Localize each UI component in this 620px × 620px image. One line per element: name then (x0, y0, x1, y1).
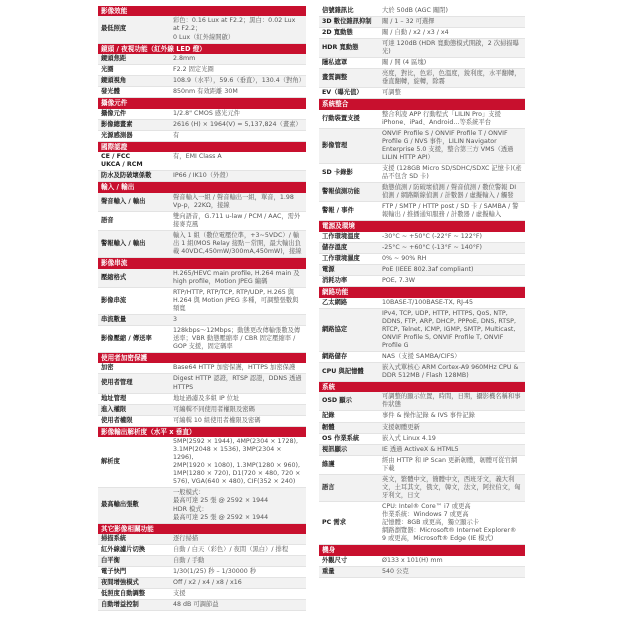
spec-value: 1/2.8" CMOS 感光元件 (173, 109, 241, 117)
spec-label: 防水及防破壞係數 (101, 172, 152, 180)
spec-label: 信號雜訊比 (322, 7, 354, 14)
spec-column-right (319, 6, 525, 578)
spec-row (319, 445, 525, 456)
spec-label: 電子快門 (101, 568, 127, 576)
spec-value: 支援 (128GB Micro SD/SDHC/SDXC 記憶卡)(產品不包含 SD 卡) (382, 165, 522, 181)
spec-value: 嵌入式單核心 ARM Cortex-A9 960MHz CPU & DDR 512MB / Flash 128MB) (382, 363, 519, 379)
spec-row (98, 288, 306, 315)
spec-row (98, 212, 306, 231)
spec-row (319, 17, 525, 28)
spec-row (98, 171, 306, 182)
spec-value: 1/30(1/25) 秒 – 1/30000 秒 (173, 568, 257, 576)
spec-label: SD 卡錄影 (322, 169, 353, 177)
spec-label: 3D 數位雜訊抑制 (322, 18, 372, 26)
spec-label: 乙太網路 (322, 298, 348, 306)
spec-row (98, 269, 306, 288)
spec-label: 聲音輸入 / 輸出 (101, 197, 146, 205)
spec-value: RTP/HTTP, RTP/TCP, RTP/UDP, H.265 與 H.264 與 Motion JPEG 多種，可調整張數與頻寬 (173, 288, 299, 312)
spec-value: 動態偵測 / 防破壞偵測 / 聲音偵測 / 數位警報 DI 偵測 / 網路斷線偵測 / 計數器 / 虛擬輸入 / 觸發 (382, 184, 517, 200)
spec-value: Off / x2 / x4 / x8 / x16 (173, 579, 242, 587)
spec-label: 影像壓縮 / 傳送率 (101, 334, 152, 342)
spec-label: HDR 寬動態 (322, 44, 359, 52)
spec-value: 聲音輸入一組 / 聲音輸出一組，單音，1.98 Vp-p，22KΩ，接線 (173, 193, 294, 209)
spec-label: 網路協定 (322, 325, 348, 333)
spec-label: 使用者權限 (101, 416, 133, 424)
spec-value: Base64 HTTP 加密保護，HTTPS 加密保護 (173, 364, 296, 372)
spec-row (98, 120, 306, 131)
spec-label: 工作環境濕度 (322, 254, 360, 262)
spec-value: Ø133 x 101(H) mm (382, 556, 443, 564)
spec-label: 使用者管理 (101, 379, 133, 387)
section-header: 其它影像相關功能 (98, 524, 306, 534)
spec-value: NAS（支援 SAMBA/CIFS） (382, 352, 461, 360)
spec-value: 雙向語音，G.711 u-law / PCM / AAC，需外接麥克風 (173, 212, 301, 228)
spec-row (98, 131, 306, 142)
spec-value: FTP / SMTP / HTTP post / SD 卡 / SAMBA / 警報輸出 / 推播通知服務 / 計數器 / 虛擬輸入 (382, 203, 519, 219)
spec-row (98, 193, 306, 212)
spec-label: 影像串流 (101, 296, 127, 304)
spec-value: 可調整的顯示位置，時間，日期，攝影機名稱和事件狀態 (382, 393, 521, 409)
spec-label: 語言 (322, 483, 335, 491)
spec-label: 記錄 (322, 412, 335, 420)
spec-row (98, 87, 306, 98)
spec-row (98, 109, 306, 120)
spec-label: 隱私遮罩 (322, 59, 348, 67)
spec-value: 可編輯不同使用者權限及密碼 (173, 405, 255, 413)
spec-value: 可調整 (382, 89, 401, 97)
spec-label: 紅外線濾片切換 (101, 546, 146, 554)
spec-label: 重量 (322, 567, 335, 575)
spec-value: IPv4, TCP, UDP, HTTP, HTTPS, QoS, NTP, DDNS, FTP, ARP, DHCP, PPPoE, DNS, RTSP, RTCP, Telnet, ICMP, IGMP, SMTP, Multicast, ONVIF Profile S, ONVIF Profile T, ONVIF Profile G (382, 309, 516, 349)
spec-value: 一般模式： 最高可達 25 張 @ 2592 × 1944 HDR 模式： 最高可達 25 張 @ 2592 × 1944 (173, 489, 269, 521)
spec-label: PC 需求 (322, 519, 347, 526)
spec-row (319, 392, 525, 411)
spec-row (319, 243, 525, 254)
spec-value: -25°C ~ +60°C (-13°F ~ 140°F) (382, 243, 482, 251)
spec-value: 逐行掃描 (173, 535, 199, 543)
spec-value: -30°C ~ +50°C (-22°F ~ 122°F) (382, 232, 482, 240)
spec-value: H.265/HEVC main profile, H.264 main 及 high profile，Motion JPEG 編碼 (173, 269, 300, 285)
spec-row (98, 315, 306, 326)
spec-label: 外觀尺寸 (322, 556, 348, 564)
spec-label: 加密 (101, 364, 114, 372)
spec-row (319, 276, 525, 287)
spec-label: 儲存溫度 (322, 243, 348, 251)
section-header: 影像串流 (98, 258, 306, 268)
spec-label: CPU 與記憶體 (322, 367, 364, 375)
spec-label: 語音 (101, 216, 114, 224)
spec-value: 2616 (H) × 1964(V) = 5,137,824（畫素） (173, 120, 302, 128)
spec-value: 關 / 自動 / x2 / x3 / x4 (382, 29, 449, 37)
spec-label: 低照度自動調整 (101, 590, 146, 598)
spec-label: 解析度 (101, 458, 120, 466)
spec-value: 關 / 1 – 32 可選擇 (382, 18, 435, 26)
section-header: 鏡頭 / 夜視功能（紅外線 LED 燈） (98, 44, 306, 54)
spec-label: 壓縮格式 (101, 273, 127, 281)
spec-value: Digest HTTP 認證，RTSP 認證，DDNS 透過 HTTPS (173, 375, 302, 391)
spec-label: 掃描系統 (101, 535, 127, 543)
spec-row (319, 352, 525, 363)
spec-row (98, 65, 306, 76)
spec-row (98, 545, 306, 556)
spec-label: 警報輸入 / 輸出 (101, 240, 146, 248)
spec-value: 支援 (173, 590, 186, 598)
spec-row (98, 567, 306, 578)
spec-value: 可編輯 10 組使用者權限及密碼 (173, 416, 261, 424)
spec-row (98, 416, 306, 427)
spec-value: 有 (173, 131, 180, 139)
spec-row (319, 39, 525, 58)
spec-value: IP66 / IK10（外殼） (173, 172, 232, 180)
spec-value: 經由 HTTP 和 IP Scan 更新韌體，韌體可從官網下載 (382, 456, 518, 472)
spec-row (319, 164, 525, 183)
spec-value: 關 / 開 (4 區塊) (382, 59, 427, 67)
spec-row (319, 423, 525, 434)
spec-label: 工作環境溫度 (322, 232, 360, 240)
spec-value: 5MP(2592 × 1944), 4MP(2304 × 1728), 3.1MP(2048 × 1536), 3MP(2304 × 1296), 2MP(1920 × 1080), 1.3MP(1280 × 960), 1MP(1280 × 720), D1(720 × 480, 720 × 576), VGA(640 × 480), CIF(352 × 240) (173, 438, 301, 486)
spec-row (319, 556, 525, 567)
spec-value: PoE (IEEE 802.3af compliant) (382, 266, 474, 273)
spec-label: 自動增益控制 (101, 601, 139, 609)
spec-value: CPU: Intel® Core™ i7 或更高 作業系統：Windows 7 或更高 記憶體：8GB 或更高，獨立顯示卡 網路瀏覽器：Microsoft® Internet Explorer® 9 或更高，Microsoft® Edge (IE 模式) (382, 502, 517, 543)
spec-row (98, 54, 306, 65)
spec-row (319, 265, 525, 276)
spec-label: 地址管理 (101, 394, 127, 402)
spec-label: 進入權限 (101, 405, 127, 413)
spec-value: 108.9（水平），59.6（垂直），130.4（對角） (173, 77, 305, 85)
spec-row (98, 363, 306, 374)
spec-value: 亮度，對比，色彩，色溫度，銳利度，水平翻轉，垂直翻轉，旋轉，除霧 (382, 70, 521, 86)
spec-row (319, 434, 525, 445)
section-header: 國際認證 (98, 142, 306, 152)
spec-label: 警報偵測功能 (322, 188, 360, 196)
spec-label: 最高輸出張數 (101, 501, 139, 509)
spec-row (98, 437, 306, 488)
spec-row (98, 152, 306, 171)
spec-label: 鏡頭視角 (101, 77, 127, 85)
spec-value: 自動 / 手動 (173, 557, 205, 565)
spec-row (98, 534, 306, 545)
section-header: 使用者加密保護 (98, 353, 306, 363)
spec-label: 維護 (322, 460, 335, 468)
spec-value: 輸入 1 組（數位電壓位準，+3~5VDC）/ 輸出 1 組(MOS Relay 接點－常開，最大輸出負載 40VDC,450mW/300mA,450mW)，接線 (173, 231, 302, 256)
spec-value: 128kbps～12Mbps；動態更改傳輸張數及傳送率；VBR 動態壓縮率 / CBR 固定壓縮率 / GOP 支援，固定碼率 (173, 326, 301, 350)
spec-row (98, 600, 306, 611)
spec-label: 韌體 (322, 423, 335, 431)
spec-row (319, 232, 525, 243)
spec-row (98, 16, 306, 43)
spec-row (98, 394, 306, 405)
spec-value: 3 (173, 315, 178, 323)
spec-row (319, 411, 525, 422)
spec-value: 嵌入式 Linux 4.19 (382, 434, 436, 442)
spec-label: 電源 (322, 266, 335, 273)
spec-row (98, 589, 306, 600)
spec-value: 有，EMI Class A (173, 153, 222, 161)
spec-value: ONVIF Profile S / ONVIF Profile T / ONVIF Profile G / NVS 事件，LILIN Navigator Enterprise 5.0 支援，整合第三方 VMS（透過 LILIN HTTP API） (382, 129, 514, 162)
spec-label: 攝像元件 (101, 109, 127, 117)
spec-row (98, 488, 306, 523)
spec-row (319, 502, 525, 545)
spec-value: 可達 120dB (HDR 寬動態模式開啟，2 次掃描曝光) (382, 40, 519, 56)
spec-value: 540 公克 (382, 567, 409, 575)
spec-value: POE, 7.3W (382, 277, 415, 285)
spec-row (98, 556, 306, 567)
spec-label: 消耗功率 (322, 277, 348, 285)
spec-row (98, 374, 306, 393)
spec-label: 光源感測器 (101, 131, 133, 139)
spec-label: 夜間增強模式 (101, 579, 139, 587)
spec-value: 英文，繁體中文，簡體中文，西班牙文，義大利文，土耳其文，俄文，韓文，法文，阿拉伯文，匈牙利文，日文 (382, 475, 521, 499)
spec-value: 850nm 有效距離 30M (173, 88, 238, 96)
spec-value: 10BASE-T/100BASE-TX, RJ-45 (382, 298, 474, 306)
spec-label: 影像管理 (322, 142, 348, 150)
spec-value: 自動 / 白天（彩色）/ 夜間（黑白）/ 排程 (173, 546, 289, 554)
spec-row (319, 129, 525, 164)
spec-value: 彩色：0.16 Lux at F2.2；黑白：0.02 Lux at F2.2； 0 Lux（紅外線開啟） (173, 17, 296, 41)
section-header: 系統 (319, 382, 525, 392)
spec-row (319, 202, 525, 221)
spec-label: 影像總畫素 (101, 120, 133, 128)
spec-row (319, 309, 525, 352)
spec-row (98, 326, 306, 353)
spec-label: 警報 / 事件 (322, 207, 354, 215)
spec-label: OSD 顯示 (322, 397, 352, 405)
section-header: 電源及環境 (319, 221, 525, 231)
spec-value: 事件 & 操作記錄 & IVS 事件記錄 (382, 412, 475, 420)
section-header: 系統整合 (319, 99, 525, 109)
spec-row (319, 254, 525, 265)
spec-label: 畫質調整 (322, 74, 348, 82)
spec-row (319, 567, 525, 578)
spec-value: 0% ~ 90% RH (382, 254, 427, 262)
spec-row (319, 88, 525, 99)
spec-row (98, 231, 306, 258)
spec-label: 最低照度 (101, 25, 127, 33)
spec-row (319, 69, 525, 88)
section-header: 輸入 / 輸出 (98, 182, 306, 192)
spec-row (319, 6, 525, 17)
spec-row (319, 456, 525, 475)
spec-value: 48 dB 可調節益 (173, 601, 219, 609)
spec-label: 光圈 (101, 66, 114, 74)
section-header: 攝像元件 (98, 98, 306, 108)
spec-row (319, 363, 525, 382)
spec-row (319, 58, 525, 69)
spec-label: OS 作業系統 (322, 434, 360, 442)
spec-label: 網路儲存 (322, 352, 348, 360)
spec-label: 視訊顯示 (322, 445, 348, 453)
spec-label: 串流數量 (101, 315, 127, 323)
section-header: 網路功能 (319, 287, 525, 297)
spec-row (98, 76, 306, 87)
section-header: 影像效能 (98, 6, 306, 16)
spec-label: EV（曝光值） (322, 89, 363, 97)
spec-row (319, 28, 525, 39)
section-header: 影像輸出解析度（水平 x 垂直） (98, 427, 306, 437)
spec-label: 發光體 (101, 88, 120, 96)
spec-value: 大於 50dB (AGC 關閉) (382, 7, 448, 14)
spec-value: 地址過濾及多組 IP 位址 (173, 394, 240, 402)
spec-label: 行動裝置支援 (322, 114, 360, 122)
spec-row (319, 110, 525, 129)
spec-value: 支援韌體更新 (382, 423, 420, 431)
spec-value: F2.2 固定光圈 (173, 66, 214, 74)
spec-row (319, 475, 525, 502)
spec-row (98, 405, 306, 416)
spec-label: CE / FCC UKCA / RCM (101, 153, 143, 169)
spec-column-left (98, 6, 306, 611)
spec-value: 2.8mm (173, 55, 196, 63)
spec-value: 整合利凌 APP 行動程式「LILIN Pro」支援 iPhone、iPad、Android…等系統平台 (382, 110, 501, 126)
spec-label: 白平衡 (101, 557, 120, 565)
spec-row (98, 578, 306, 589)
section-header: 機身 (319, 545, 525, 555)
spec-value: IE 透過 ActiveX & HTML5 (382, 445, 459, 453)
spec-label: 2D 寬動態 (322, 29, 353, 37)
spec-label: 鏡頭焦距 (101, 55, 127, 63)
spec-row (319, 298, 525, 309)
spec-row (319, 183, 525, 202)
